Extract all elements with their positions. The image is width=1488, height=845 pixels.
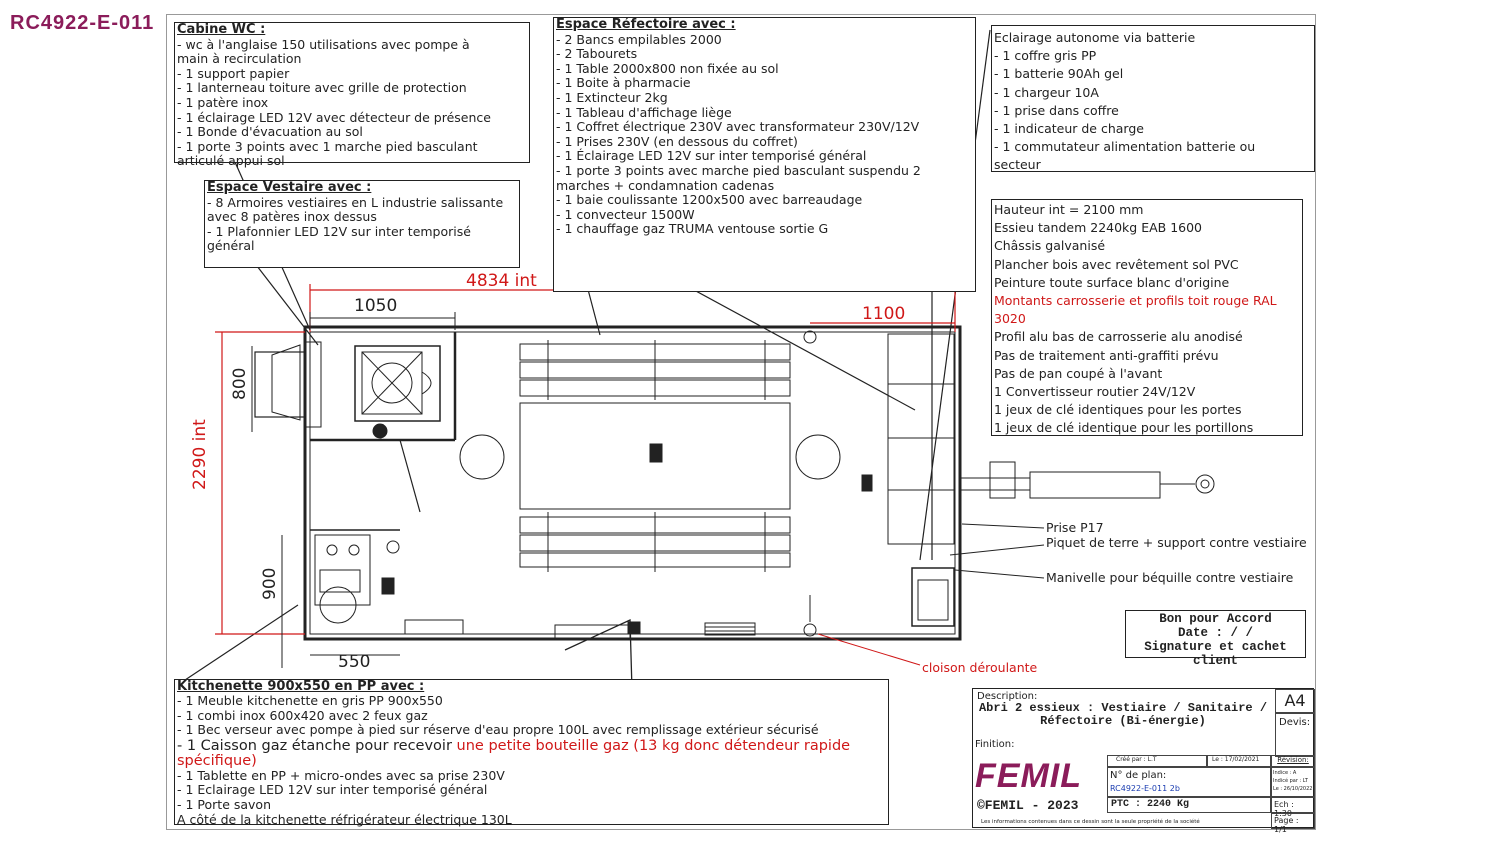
callout-leaders — [950, 524, 1044, 578]
spec-line: Hauteur int = 2100 mm — [994, 202, 1144, 217]
kit-line: - 1 Meuble kitchenette en gris PP 900x550 — [177, 693, 443, 708]
vestiaire-spec — [204, 180, 520, 268]
spec-line: Profil alu bas de carrosserie alu anodisé — [994, 329, 1243, 345]
ecl-line: - 1 coffre gris PP — [994, 48, 1097, 64]
created-by: Créé par : L.T — [1107, 755, 1207, 767]
plan-cell — [1107, 767, 1271, 797]
ref-line: - 1 Extincteur 2kg — [556, 89, 668, 105]
ref-line: - 2 Tabourets — [556, 46, 638, 62]
description-label: Description: — [977, 691, 1038, 702]
gas-red-text-2: spécifique) — [177, 752, 257, 769]
vest-line: - 1 Plafonnier LED 12V sur inter temporisé — [207, 223, 471, 239]
devis-cell: Devis: — [1275, 713, 1315, 757]
dimension-kitchen-depth: 900 — [260, 567, 280, 600]
wc-line: - 1 porte 3 points avec 1 marche pied basculant — [177, 138, 478, 154]
wc-line: - wc à l'anglaise 150 utilisations avec pompe à — [177, 36, 470, 52]
ecl-line: - 1 prise dans coffre — [994, 102, 1119, 118]
indice-date: Le : 26/10/2022 — [1273, 786, 1313, 792]
wc-line: - 1 patère inox — [177, 94, 269, 110]
femil-logo: FEMIL — [975, 757, 1082, 795]
wc-line: - 1 éclairage LED 12V avec détecteur de présence — [177, 109, 491, 125]
kitchenette-title: Kitchenette 900x550 en PP avec : — [177, 679, 425, 694]
dimension-kitchen-width: 550 — [338, 652, 371, 672]
vest-line: - 8 Armoires vestiaires en L industrie salissante — [207, 194, 504, 210]
refectoire-furniture — [460, 340, 872, 572]
format-cell: A4 — [1275, 689, 1315, 713]
description-text — [973, 702, 1273, 728]
dimension-lines — [215, 284, 955, 634]
scale-cell: Ech : 1:30 — [1271, 797, 1315, 813]
gas-prefix: - 1 Caisson gaz étanche pour recevoir — [177, 737, 457, 754]
ref-line: marches + condamnation cadenas — [556, 177, 775, 193]
spec-line: Essieu tandem 2240kg EAB 1600 — [994, 220, 1203, 236]
spec-line: 1 jeux de clé identiques pour les portes — [994, 402, 1242, 418]
ref-line: - 1 Éclairage LED 12V sur inter temporisé général — [556, 148, 867, 164]
wc-equipment — [255, 342, 440, 438]
refectoire-spec — [553, 17, 976, 292]
ref-line: - 1 convecteur 1500W — [556, 206, 695, 222]
dimension-length-int: 4834 int — [466, 271, 537, 291]
dimension-width-int: 2290 int — [190, 419, 210, 490]
description-line-1: Abri 2 essieux : Vestiaire / Sanitaire / — [978, 701, 1268, 715]
kit-line: - 1 combi inox 600x420 avec 2 feux gaz — [177, 707, 428, 723]
ecl-line: - 1 commutateur alimentation batterie ou — [994, 139, 1256, 155]
indice-by: Indicé par : LT — [1273, 778, 1308, 784]
wc-line: - 1 lanterneau toiture avec grille de protection — [177, 80, 467, 96]
dimension-door-offset: 1100 — [862, 304, 906, 324]
spec-line: Peinture toute surface blanc d'origine — [994, 274, 1230, 290]
kit2-line: - 1 Porte savon — [177, 796, 271, 812]
revision-label: Révision: — [1271, 755, 1315, 767]
wc-line: main à recirculation — [177, 51, 302, 67]
created-date: Le : 17/02/2021 — [1207, 755, 1271, 767]
plan-number: RC4922-E-011 2b — [1110, 784, 1180, 793]
general-specs — [991, 199, 1303, 436]
callout-prise: Prise P17 — [1046, 520, 1104, 535]
kit-line: - 1 Bec verseur avec pompe à pied sur réserve d'eau propre 100L avec remplissage extérieur sécurisé — [177, 722, 819, 738]
callout-cloison: cloison déroulante — [922, 660, 1038, 675]
kitchen-equipment — [315, 331, 954, 690]
ref-line: - 1 Tableau d'affichage liège — [556, 104, 732, 120]
approval-signature: Signature et cachet client — [1144, 640, 1287, 668]
ref-line: - 2 Bancs empilables 2000 — [556, 31, 722, 47]
spec-line: 1 Convertisseur routier 24V/12V — [994, 384, 1196, 400]
finition-label: Finition: — [975, 739, 1015, 750]
ref-line: - 1 porte 3 points avec marche pied basculant suspendu 2 — [556, 162, 921, 178]
gas-red-text: une petite bouteille gaz (13 kg donc détendeur rapide — [456, 737, 851, 754]
spec-line: Plancher bois avec revêtement sol PVC — [994, 256, 1239, 272]
ref-line: - 1 baie coulissante 1200x500 avec barreaudage — [556, 192, 863, 208]
wc-line: - 1 support papier — [177, 65, 290, 81]
spec-line: Montants carrosserie et profils toit rouge RAL — [994, 293, 1277, 309]
drawing-reference: RC4922-E-011 — [10, 12, 155, 34]
kit2-line: A côté de la kitchenette réfrigérateur électrique 130L — [177, 811, 512, 827]
ref-line: - 1 chauffage gaz TRUMA ventouse sortie G — [556, 221, 829, 237]
indice: Indice : A — [1273, 770, 1297, 776]
spec-line: Pas de traitement anti-graffiti prévu — [994, 347, 1219, 363]
callout-piquet: Piquet de terre + support contre vestiaire — [1046, 535, 1307, 550]
battery-lighting-spec — [991, 25, 1315, 172]
kit2-line: - 1 Eclairage LED 12V sur inter temporisé général — [177, 782, 488, 798]
ref-line: - 1 Table 2000x800 non fixée au sol — [556, 60, 779, 76]
ref-line: - 1 Boite à pharmacie — [556, 75, 691, 91]
ecl-line: - 1 batterie 90Ah gel — [994, 66, 1124, 82]
wc-line: articulé appui sol — [177, 153, 285, 169]
kitchenette-spec — [174, 679, 889, 825]
plan-label: N° de plan: — [1110, 770, 1167, 781]
ecl-line: - 1 indicateur de charge — [994, 121, 1144, 137]
vest-line: général — [207, 238, 255, 254]
dimension-wc-depth: 800 — [230, 367, 250, 400]
ref-line: - 1 Prises 230V (en dessous du coffret) — [556, 133, 798, 149]
spec-line: Pas de pan coupé à l'avant — [994, 365, 1163, 381]
callout-manivelle: Manivelle pour béquille contre vestiaire — [1046, 570, 1294, 585]
vestiaire-title: Espace Vestaire avec : — [207, 180, 372, 195]
page-cell: Page : 1/1 — [1271, 813, 1315, 829]
approval-box — [1125, 610, 1306, 668]
refectoire-title: Espace Réfectoire avec : — [556, 17, 736, 32]
footer-note: Les informations contenues dans ce dessin sont la seule propriété de la société — [981, 819, 1200, 825]
ecl-line: secteur — [994, 157, 1041, 173]
description-line-2: Réfectoire (Bi-énergie) — [1040, 714, 1206, 728]
ref-line: - 1 Coffret électrique 230V avec transformateur 230V/12V — [556, 119, 920, 135]
copyright: ©FEMIL - 2023 — [977, 798, 1079, 813]
spec-line: 1 jeux de clé identique pour les portillons — [994, 420, 1254, 436]
wc-line: - 1 Bonde d'évacuation au sol — [177, 124, 363, 140]
approval-line-1: Bon pour Accord — [1159, 612, 1272, 626]
indice-cell — [1271, 767, 1315, 797]
ptc-cell: PTC : 2240 Kg — [1107, 797, 1271, 813]
kitchenette-gas-line — [177, 738, 886, 754]
spec-line: Châssis galvanisé — [994, 238, 1106, 254]
dimension-wc-length: 1050 — [354, 296, 398, 316]
approval-date: Date : / / — [1177, 626, 1253, 640]
wc-cabin-spec — [174, 22, 530, 169]
wc-cabin-title: Cabine WC : — [177, 22, 266, 37]
ecl-line: - 1 chargeur 10A — [994, 84, 1099, 100]
trailer-hitch — [960, 462, 1214, 498]
ecl-line: Eclairage autonome via batterie — [994, 30, 1196, 45]
spec-line: 3020 — [994, 311, 1026, 327]
vest-line: avec 8 patères inox dessus — [207, 209, 377, 225]
kit2-line: - 1 Tablette en PP + micro-ondes avec sa prise 230V — [177, 767, 505, 783]
